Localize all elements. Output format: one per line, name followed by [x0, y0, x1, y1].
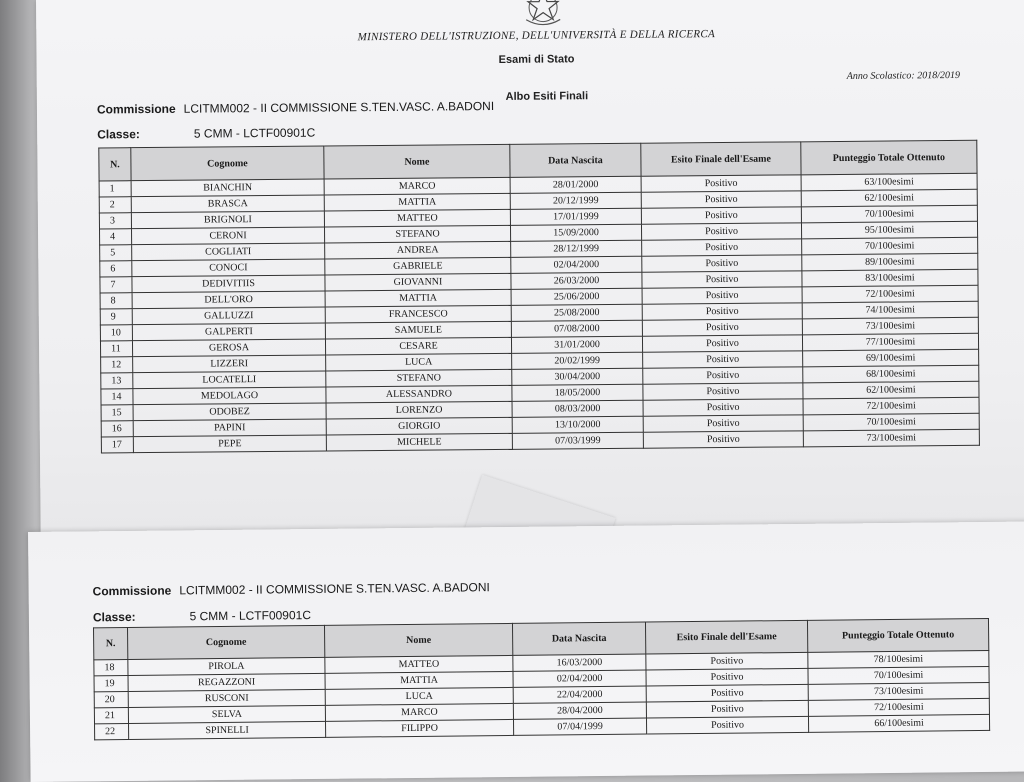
- cell-outcome: Positivo: [646, 652, 808, 670]
- cell-number: 11: [100, 341, 132, 357]
- results-table-page2: [93, 618, 990, 740]
- cell-outcome: Positivo: [643, 431, 803, 448]
- cell-name: LUCA: [326, 353, 512, 371]
- cell-name: MATTEO: [324, 209, 510, 227]
- cell-name: MATTIA: [325, 671, 513, 689]
- cell-name: FILIPPO: [325, 719, 513, 737]
- cell-number: 7: [100, 277, 132, 293]
- cell-surname: ODOBEZ: [133, 403, 326, 421]
- class-label: Classe:: [97, 127, 140, 142]
- cell-surname: SELVA: [128, 705, 325, 723]
- class-value: 5 CMM - LCTF00901C: [193, 125, 316, 141]
- cell-birth-date: 28/04/2000: [513, 702, 646, 719]
- commission-label: Commissione: [96, 101, 176, 117]
- cell-surname: COGLIATI: [132, 243, 325, 261]
- cell-surname: PEPE: [133, 435, 326, 453]
- cell-outcome: Positivo: [643, 415, 803, 432]
- cell-score: 62/100esimi: [801, 189, 977, 207]
- cell-birth-date: 28/01/2000: [510, 176, 641, 193]
- cell-birth-date: 26/03/2000: [511, 272, 642, 289]
- cell-outcome: Positivo: [646, 716, 808, 734]
- column-header-birth-date: Data Nascita: [510, 143, 641, 177]
- cell-birth-date: 02/04/2000: [511, 256, 642, 273]
- cell-number: 18: [94, 659, 128, 675]
- republic-emblem-icon: [520, 0, 566, 28]
- cell-outcome: Positivo: [643, 367, 803, 384]
- cell-birth-date: 07/04/1999: [513, 718, 646, 735]
- cell-score: 70/100esimi: [801, 205, 977, 223]
- cell-name: GABRIELE: [325, 257, 511, 275]
- cell-number: 14: [101, 389, 133, 405]
- cell-birth-date: 07/08/2000: [511, 320, 642, 337]
- cell-outcome: Positivo: [643, 351, 803, 368]
- cell-name: LUCA: [325, 687, 513, 705]
- cell-number: 9: [100, 309, 132, 325]
- cell-name: ALESSANDRO: [326, 385, 512, 403]
- cell-surname: REGAZZONI: [128, 673, 325, 691]
- commission-line-page2: [93, 580, 490, 598]
- cell-surname: CERONI: [131, 227, 324, 245]
- cell-name: ANDREA: [325, 241, 511, 259]
- cell-surname: LIZZERI: [133, 355, 326, 373]
- cell-outcome: Positivo: [641, 207, 801, 224]
- column-header-name: Nome: [324, 623, 512, 657]
- cell-outcome: Positivo: [642, 319, 802, 336]
- cell-score: 70/100esimi: [808, 666, 989, 684]
- results-title: Albo Esiti Finali: [505, 90, 589, 103]
- cell-score: 73/100esimi: [808, 682, 989, 700]
- cell-score: 66/100esimi: [808, 714, 989, 732]
- cell-surname: PAPINI: [133, 419, 326, 437]
- cell-outcome: Positivo: [642, 335, 802, 352]
- cell-score: 89/100esimi: [802, 253, 978, 271]
- cell-score: 83/100esimi: [802, 269, 978, 287]
- cell-number: 8: [100, 293, 132, 309]
- commission-value: LCITMM002 - II COMMISSIONE S.TEN.VASC. A.BADONI: [183, 99, 495, 116]
- cell-surname: GALLUZZI: [132, 307, 325, 325]
- cell-number: 10: [100, 325, 132, 341]
- cell-surname: BIANCHIN: [131, 179, 324, 197]
- column-header-surname: Cognome: [128, 625, 325, 659]
- column-header-number: N.: [94, 627, 128, 659]
- cell-birth-date: 22/04/2000: [513, 686, 646, 703]
- cell-number: 1: [99, 181, 131, 197]
- cell-outcome: Positivo: [646, 668, 808, 686]
- cell-number: 21: [94, 707, 128, 723]
- cell-score: 72/100esimi: [802, 285, 978, 303]
- cell-number: 20: [94, 691, 128, 707]
- cell-number: 6: [100, 261, 132, 277]
- cell-name: STEFANO: [326, 369, 512, 387]
- cell-outcome: Positivo: [642, 271, 802, 288]
- cell-outcome: Positivo: [643, 383, 803, 400]
- cell-surname: DEDIVITIIS: [132, 275, 325, 293]
- cell-name: MICHELE: [326, 433, 512, 451]
- column-header-outcome: Esito Finale dell'Esame: [641, 142, 801, 176]
- cell-surname: CONOCI: [132, 259, 325, 277]
- column-header-number: N.: [99, 148, 131, 181]
- cell-score: 70/100esimi: [802, 237, 978, 255]
- cell-score: 70/100esimi: [803, 413, 979, 431]
- cell-birth-date: 02/04/2000: [513, 670, 646, 687]
- cell-score: 77/100esimi: [802, 333, 978, 351]
- cell-score: 63/100esimi: [801, 173, 977, 191]
- cell-birth-date: 20/12/1999: [510, 192, 641, 209]
- class-label: Classe:: [92, 609, 136, 625]
- cell-score: 69/100esimi: [803, 349, 979, 367]
- cell-score: 68/100esimi: [803, 365, 979, 383]
- cell-outcome: Positivo: [641, 223, 801, 240]
- exam-title: Esami di Stato: [498, 53, 575, 66]
- ministry-title: MINISTERO DELL'ISTRUZIONE, DELL'UNIVERSITÀ E DELLA RICERCA: [357, 28, 716, 44]
- cell-name: LORENZO: [326, 401, 512, 419]
- school-year: Anno Scolastico: 2018/2019: [846, 69, 961, 82]
- cell-surname: BRASCA: [131, 195, 324, 213]
- cell-outcome: Positivo: [641, 175, 801, 192]
- cell-score: 62/100esimi: [803, 381, 979, 399]
- cell-number: 22: [95, 723, 129, 739]
- class-line: [97, 126, 315, 142]
- cell-name: MATTIA: [324, 193, 510, 211]
- cell-name: STEFANO: [324, 225, 510, 243]
- commission-label: Commissione: [92, 583, 172, 599]
- cell-birth-date: 08/03/2000: [512, 400, 643, 417]
- cell-outcome: Positivo: [646, 700, 808, 718]
- cell-birth-date: 15/09/2000: [510, 224, 641, 241]
- commission-line: [97, 99, 494, 116]
- cell-birth-date: 31/01/2000: [511, 336, 642, 353]
- cell-birth-date: 25/06/2000: [511, 288, 642, 305]
- cell-number: 17: [101, 437, 133, 453]
- cell-number: 16: [101, 421, 133, 437]
- document-page-1: [36, 0, 1024, 535]
- cell-number: 5: [100, 245, 132, 261]
- results-table: [98, 140, 980, 454]
- column-header-name: Nome: [324, 144, 510, 179]
- cell-score: 73/100esimi: [802, 317, 978, 335]
- cell-number: 19: [94, 675, 128, 691]
- cell-birth-date: 20/02/1999: [512, 352, 643, 369]
- cell-outcome: Positivo: [646, 684, 808, 702]
- cell-surname: MEDOLAGO: [133, 387, 326, 405]
- cell-name: MARCO: [325, 703, 513, 721]
- column-header-score: Punteggio Totale Ottenuto: [801, 140, 977, 175]
- cell-outcome: Positivo: [642, 239, 802, 256]
- cell-surname: SPINELLI: [129, 721, 326, 739]
- cell-number: 15: [101, 405, 133, 421]
- cell-number: 12: [101, 357, 133, 373]
- cell-score: 95/100esimi: [801, 221, 977, 239]
- column-header-birth-date: Data Nascita: [512, 622, 645, 655]
- cell-name: SAMUELE: [325, 321, 511, 339]
- document-page-2: [28, 521, 1024, 782]
- cell-birth-date: 13/10/2000: [512, 416, 643, 433]
- cell-number: 3: [99, 213, 131, 229]
- cell-name: MATTIA: [325, 289, 511, 307]
- column-header-surname: Cognome: [131, 146, 324, 181]
- class-value: 5 CMM - LCTF00901C: [189, 608, 312, 624]
- cell-surname: DELL'ORO: [132, 291, 325, 309]
- cell-score: 73/100esimi: [803, 429, 979, 447]
- cell-birth-date: 07/03/1999: [512, 432, 643, 449]
- cell-surname: GEROSA: [132, 339, 325, 357]
- cell-score: 72/100esimi: [803, 397, 979, 415]
- cell-birth-date: 30/04/2000: [512, 368, 643, 385]
- cell-outcome: Positivo: [641, 191, 801, 208]
- cell-birth-date: 17/01/1999: [510, 208, 641, 225]
- cell-surname: RUSCONI: [128, 689, 325, 707]
- cell-birth-date: 16/03/2000: [513, 654, 646, 671]
- column-header-score: Punteggio Totale Ottenuto: [807, 618, 988, 652]
- cell-score: 74/100esimi: [802, 301, 978, 319]
- cell-birth-date: 25/08/2000: [511, 304, 642, 321]
- cell-number: 4: [100, 229, 132, 245]
- cell-number: 2: [99, 197, 131, 213]
- cell-birth-date: 28/12/1999: [511, 240, 642, 257]
- cell-outcome: Positivo: [643, 399, 803, 416]
- cell-outcome: Positivo: [642, 287, 802, 304]
- cell-number: 13: [101, 373, 133, 389]
- cell-name: FRANCESCO: [325, 305, 511, 323]
- class-line-page2: [93, 608, 311, 624]
- cell-score: 78/100esimi: [808, 650, 989, 668]
- cell-surname: BRIGNOLI: [131, 211, 324, 229]
- cell-name: MATTEO: [325, 655, 513, 673]
- cell-outcome: Positivo: [642, 255, 802, 272]
- cell-surname: LOCATELLI: [133, 371, 326, 389]
- cell-surname: PIROLA: [128, 657, 325, 675]
- column-header-outcome: Esito Finale dell'Esame: [645, 620, 807, 654]
- cell-surname: GALPERTI: [132, 323, 325, 341]
- cell-score: 72/100esimi: [808, 698, 989, 716]
- cell-birth-date: 18/05/2000: [512, 384, 643, 401]
- commission-value: LCITMM002 - II COMMISSIONE S.TEN.VASC. A.BADONI: [179, 580, 490, 598]
- cell-name: CESARE: [325, 337, 511, 355]
- cell-name: GIOVANNI: [325, 273, 511, 291]
- cell-name: MARCO: [324, 177, 510, 195]
- cell-outcome: Positivo: [642, 303, 802, 320]
- cell-name: GIORGIO: [326, 417, 512, 435]
